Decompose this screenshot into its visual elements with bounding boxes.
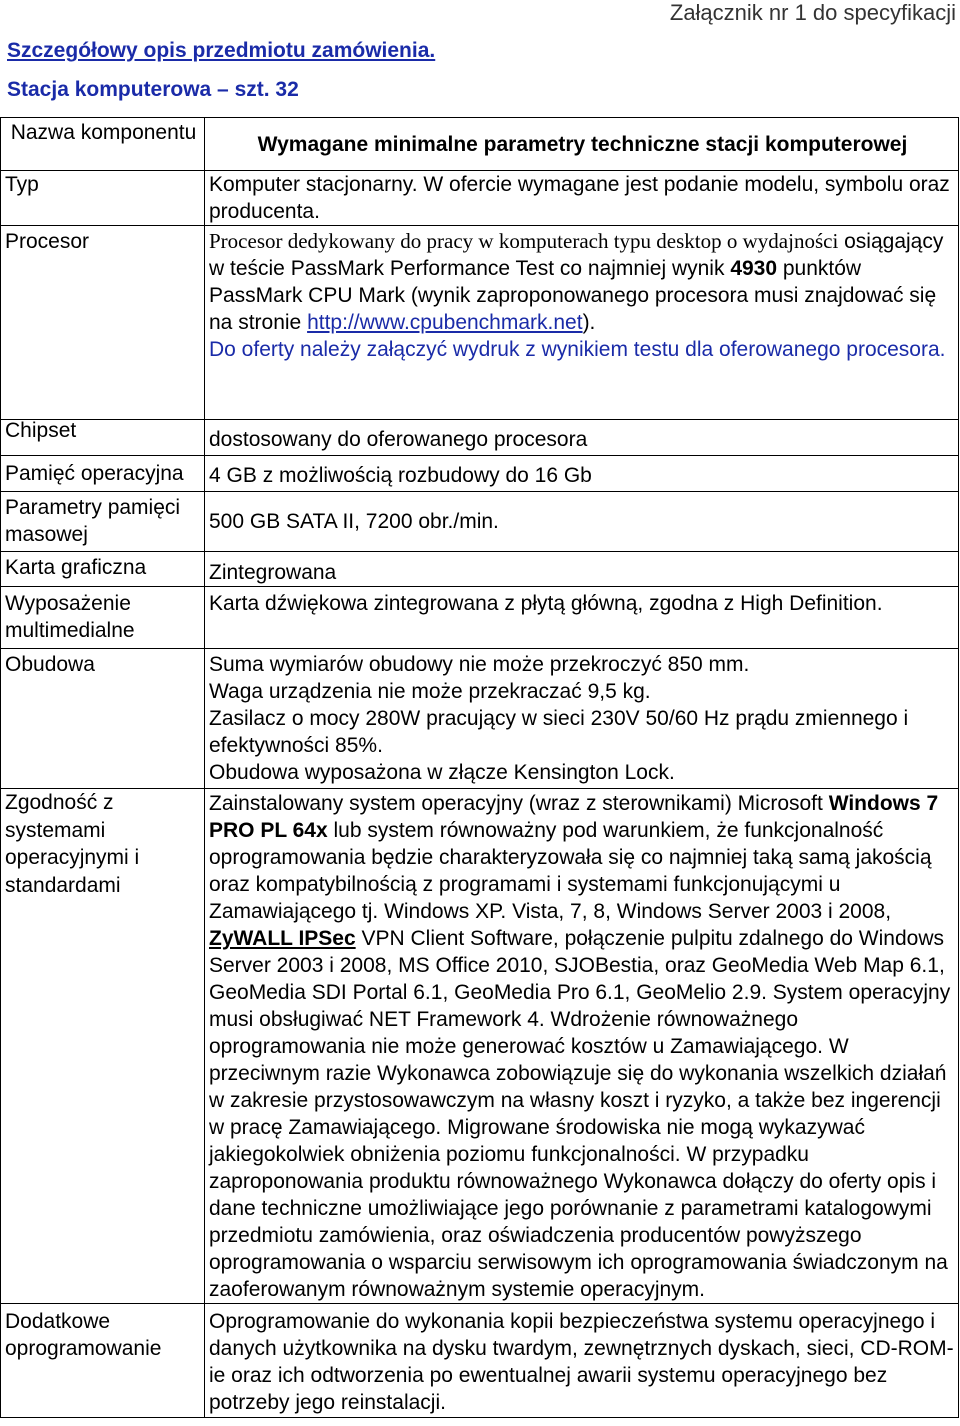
zgodnosc-text-3: VPN Client Software, połączenie pulpitu zdalnego do Windows Server 2003 i 2008, MS Office 2010, SJOBestia, oraz GeoMedia Web Map 6.1, GeoMedia SDI Portal 6.1, GeoMedia Pro 6.1, GeoMelio 2.9. System operacyjny musi obsługiwać NET Framework 4. Wdrożenie równoważnego oprogramowania nie może generować kosztów u Zamawiającego. W przeciwnym razie Wykonawca zobowiązuje się do wykonania wszelkich działań w zakresie przystosowawczym na własny koszt i ryzyko, a także bez ingerencji w pracę Zamawiającego. Migrowane środowiska nie mogą wykazywać jakiegokolwiek obniżenia poziomu funkcjonalności. W przypadku zaproponowania produktu równoważnego Wykonawca dołączy do oferty opis i dane techniczne umożliwiające jego porównanie z parametrami katalogowymi przedmiotu zamówienia, oraz oświadczenia producentów powyższego oprogramowania o wsparciu serwisowym ich oprogramowania świadczonym na zaoferowanym równoważnym systemie operacyjnym. <box>209 927 951 1301</box>
table-row <box>1 552 959 587</box>
annex-label: Załącznik nr 1 do specyfikacji <box>669 0 956 25</box>
table-row <box>1 587 959 649</box>
row-label-obudowa: Obudowa <box>1 649 205 789</box>
document-title: Szczegółowy opis przedmiotu zamówienia. <box>7 39 436 62</box>
row-label-chipset: Chipset <box>1 420 205 456</box>
obudowa-line-2: Waga urządzenia nie może przekraczać 9,5 kg. <box>209 680 651 703</box>
obudowa-line-3: Zasilacz o mocy 280W pracujący w sieci 230V 50/60 Hz prądu zmiennego i efektywności 85%. <box>209 707 909 757</box>
spec-table <box>0 117 959 1418</box>
zgodnosc-zywall: ZyWALL IPSec <box>209 927 356 950</box>
row-label-zgodnosc: Zgodność z systemami operacyjnymi i standardami <box>1 789 205 1304</box>
row-label-dodatkowe: Dodatkowe oprogramowanie <box>1 1304 205 1418</box>
procesor-score: 4930 <box>730 257 778 280</box>
row-value-obudowa <box>205 649 959 789</box>
procesor-note: Do oferty należy załączyć wydruk z wynikiem testu dla oferowanego procesora. <box>209 338 946 361</box>
table-row <box>1 456 959 492</box>
procesor-text-b: punktów PassMark CPU Mark (wynik zaproponowanego procesora musi znajdować się na stronie <box>209 257 937 334</box>
row-value-procesor <box>205 226 959 420</box>
row-value-masowa: 500 GB SATA II, 7200 obr./min. <box>205 492 959 552</box>
obudowa-line-1: Suma wymiarów obudowy nie może przekroczyć 850 mm. <box>209 653 750 676</box>
row-value-zgodnosc <box>205 789 959 1304</box>
table-row <box>1 789 959 1304</box>
zgodnosc-text-1: Zainstalowany system operacyjny (wraz z sterownikami) Microsoft <box>209 792 823 815</box>
obudowa-line-4: Obudowa wyposażona w złącze Kensington Lock. <box>209 761 675 784</box>
header-component-name: Nazwa komponentu <box>1 118 205 171</box>
table-row <box>1 420 959 456</box>
row-value-typ: Komputer stacjonarny. W ofercie wymagane jest podanie modelu, symbolu oraz producenta. <box>205 171 959 226</box>
table-row <box>1 171 959 226</box>
row-value-multimedia: Karta dźwiękowa zintegrowana z płytą główną, zgodna z High Definition. <box>205 587 959 649</box>
row-label-multimedia: Wyposażenie multimedialne <box>1 587 205 649</box>
table-row <box>1 1304 959 1418</box>
zgodnosc-text-2: lub system równoważny pod warunkiem, że funkcjonalność oprogramowania będzie charakteryzowała się co najmniej taką samą jakością oraz kompatybilnością z programami i systemami funkcjonującymi u Zamawiającego tj. Windows XP. Vista, 7, 8, Windows Server 2003 i 2008, <box>209 819 932 923</box>
table-row <box>1 649 959 789</box>
procesor-text-a: osiągający w teście PassMark Performance Test co najmniej wynik <box>209 230 944 280</box>
row-value-chipset: dostosowany do oferowanego procesora <box>205 420 959 456</box>
procesor-link-suffix: ). <box>582 311 596 334</box>
row-label-pamiec: Pamięć operacyjna <box>1 456 205 492</box>
table-header-row <box>1 118 959 171</box>
zgodnosc-os-name: Windows 7 PRO PL 64x <box>209 792 939 842</box>
row-value-dodatkowe: Oprogramowanie do wykonania kopii bezpieczeństwa systemu operacyjnego i danych użytkownika na dysku twardym, zewnętrznych dyskach, sieci, CD-ROM-ie oraz ich odtworzenia po ewentualnej awarii systemu operacyjnego bez potrzeby jego reinstalacji. <box>205 1304 959 1418</box>
row-value-pamiec: 4 GB z możliwością rozbudowy do 16 Gb <box>205 456 959 492</box>
row-value-grafika: Zintegrowana <box>205 552 959 587</box>
row-label-typ: Typ <box>1 171 205 226</box>
row-label-grafika: Karta graficzna <box>1 552 205 587</box>
row-label-masowa: Parametry pamięci masowej <box>1 492 205 552</box>
header-requirements: Wymagane minimalne parametry techniczne stacji komputerowej <box>205 118 959 171</box>
cpubenchmark-link[interactable]: http://www.cpubenchmark.net <box>307 311 583 334</box>
procesor-text-serif: Procesor dedykowany do pracy w komputerach typu desktop o wydajności <box>209 229 839 253</box>
table-row <box>1 492 959 552</box>
document-subtitle: Stacja komputerowa – szt. 32 <box>7 78 299 101</box>
table-row <box>1 226 959 420</box>
row-label-procesor: Procesor <box>1 226 205 420</box>
